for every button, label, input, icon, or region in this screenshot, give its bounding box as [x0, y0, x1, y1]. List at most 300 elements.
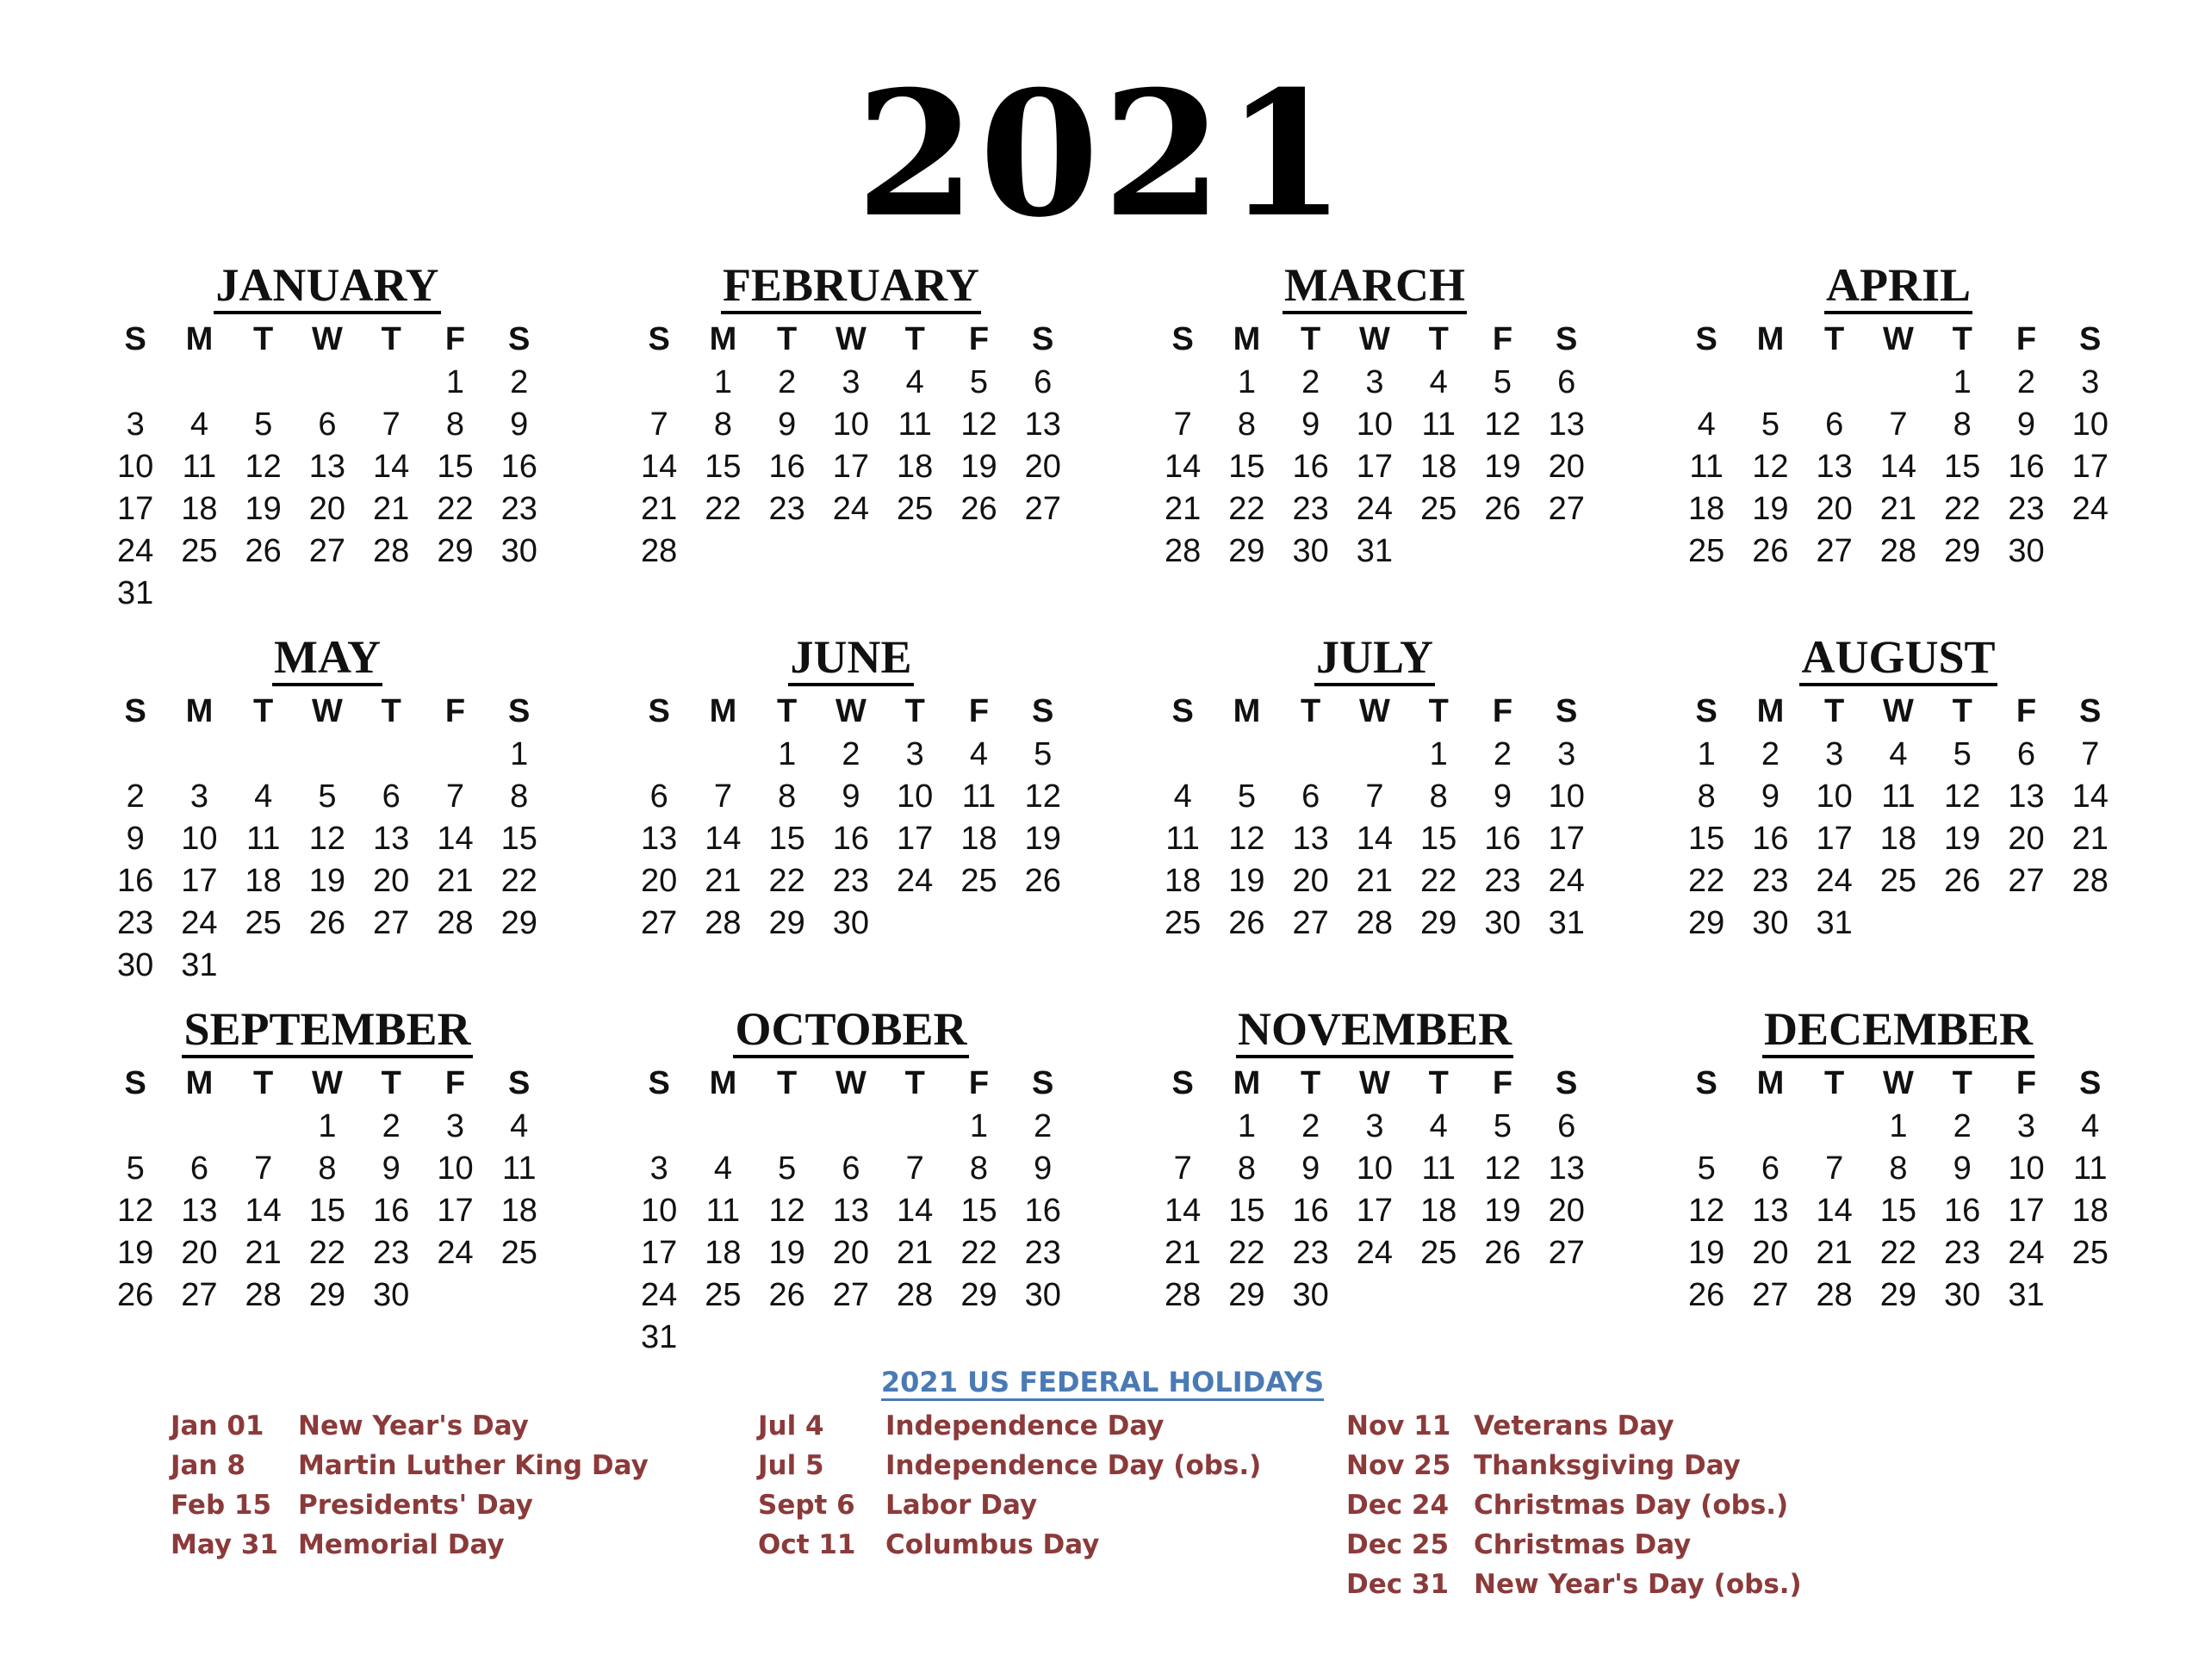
weekday-label: S	[1556, 1065, 1578, 1101]
day-cell: 25	[1164, 905, 1202, 941]
day-cell: 28	[2071, 863, 2109, 899]
day-cell: 23	[2008, 491, 2045, 527]
day-cell: 14	[640, 449, 678, 485]
holiday-name: Columbus Day	[885, 1529, 1100, 1560]
weekday-label: S	[1556, 321, 1578, 357]
day-cell	[423, 945, 487, 987]
holiday-date: Jul 5	[758, 1450, 824, 1481]
day-cell: 2	[1301, 1108, 1320, 1144]
week-row	[1151, 488, 1599, 530]
day-cell: 13	[1024, 406, 1061, 443]
day-cell: 4	[2081, 1108, 2100, 1144]
day-cell: 14	[1164, 1193, 1202, 1229]
day-cell: 1	[1697, 736, 1716, 772]
week-row	[103, 776, 551, 818]
day-cell: 14	[1879, 449, 1917, 485]
month-january	[103, 258, 551, 615]
day-cell: 12	[1944, 778, 1981, 815]
week-row	[627, 362, 1075, 404]
day-cell: 31	[1548, 905, 1585, 941]
day-cell: 13	[181, 1193, 218, 1229]
day-cell	[819, 530, 883, 573]
holiday-row	[1346, 1525, 1802, 1565]
day-cell: 26	[960, 491, 997, 527]
day-cell: 18	[1879, 821, 1917, 857]
day-cell	[1674, 1106, 1738, 1148]
day-cell: 21	[1879, 491, 1917, 527]
day-cell: 31	[640, 1319, 678, 1355]
day-cell: 25	[960, 863, 997, 899]
day-cell: 3	[1557, 736, 1576, 772]
day-cell: 24	[1548, 863, 1585, 899]
day-cell: 5	[1953, 736, 1972, 772]
week-row	[103, 446, 551, 488]
day-cell: 1	[1953, 364, 1972, 400]
weekday-label: T	[253, 321, 274, 357]
day-cell: 2	[126, 778, 145, 815]
day-cell: 1	[778, 736, 797, 772]
weekday-label: M	[185, 693, 214, 729]
day-cell	[1151, 362, 1214, 404]
holiday-date: Sept 6	[758, 1490, 855, 1521]
week-row	[1151, 1190, 1599, 1232]
day-cell: 9	[1301, 406, 1320, 443]
day-cell: 30	[832, 905, 870, 941]
month-march	[1151, 258, 1599, 573]
day-cell: 30	[500, 533, 537, 569]
day-cell: 31	[2008, 1277, 2045, 1313]
day-cell: 13	[1548, 406, 1585, 443]
week-row	[1151, 860, 1599, 902]
day-cell: 7	[382, 406, 401, 443]
day-cell	[1803, 1106, 1866, 1148]
weekday-label: S	[2079, 321, 2102, 357]
day-cell: 4	[1889, 736, 1908, 772]
day-cell: 17	[181, 863, 218, 899]
holiday-row	[758, 1525, 1261, 1565]
day-cell	[883, 1317, 947, 1359]
weekday-label: S	[648, 321, 670, 357]
week-row	[1674, 446, 2122, 488]
day-cell: 11	[1421, 1150, 1456, 1187]
day-cell: 19	[308, 863, 346, 899]
weekday-label: F	[968, 1065, 990, 1101]
day-cell	[1535, 1274, 1599, 1317]
day-cell	[1011, 902, 1075, 945]
day-cell: 26	[1484, 491, 1521, 527]
weekday-label: S	[1695, 1065, 1717, 1101]
day-cell: 4	[254, 778, 273, 815]
day-cell: 11	[1165, 821, 1200, 857]
day-cell: 28	[1816, 1277, 1853, 1313]
weekday-label: S	[648, 693, 670, 729]
day-cell: 28	[245, 1277, 282, 1313]
day-cell: 12	[960, 406, 997, 443]
weekday-label: T	[1301, 1065, 1321, 1101]
day-cell: 9	[842, 778, 860, 815]
day-cell: 12	[1024, 778, 1061, 815]
day-cell: 27	[181, 1277, 218, 1313]
day-cell: 10	[1356, 406, 1394, 443]
holiday-name: Independence Day (obs.)	[885, 1450, 1262, 1481]
day-cell: 20	[1548, 449, 1585, 485]
day-cell: 23	[1944, 1235, 1981, 1271]
day-cell: 24	[116, 533, 154, 569]
day-cell: 10	[832, 406, 870, 443]
day-cell: 23	[832, 863, 870, 899]
day-cell: 3	[1365, 364, 1384, 400]
day-cell: 30	[2008, 533, 2045, 569]
weekday-label: T	[1824, 693, 1845, 729]
weekday-label: W	[835, 321, 866, 357]
holiday-row	[758, 1485, 1261, 1525]
day-cell: 7	[2081, 736, 2100, 772]
day-cell: 27	[832, 1277, 870, 1313]
weekday-label: S	[124, 693, 146, 729]
day-cell: 3	[445, 1108, 465, 1144]
day-cell: 29	[1228, 1277, 1265, 1313]
week-row	[1674, 1274, 2122, 1317]
day-cell: 28	[373, 533, 410, 569]
day-cell: 8	[318, 1150, 337, 1187]
holiday-row	[1346, 1485, 1802, 1525]
holidays-heading-text: 2021 US FEDERAL HOLIDAYS	[881, 1366, 1324, 1401]
day-cell: 16	[1292, 1193, 1329, 1229]
weekday-label: W	[1882, 321, 1914, 357]
year-title: 2021	[855, 53, 1350, 256]
day-cell: 8	[1237, 1150, 1256, 1187]
day-cell	[1738, 362, 1802, 404]
day-cell: 17	[2008, 1193, 2045, 1229]
day-cell: 2	[1034, 1108, 1053, 1144]
weekday-label: W	[835, 693, 866, 729]
month-title	[1151, 630, 1599, 684]
day-cell: 16	[2008, 449, 2045, 485]
holiday-column-3	[1346, 1406, 1802, 1604]
day-cell	[691, 530, 755, 573]
weekday-label: W	[311, 693, 343, 729]
day-cell: 26	[1228, 905, 1265, 941]
day-cell	[691, 734, 755, 776]
weekday-label: T	[381, 693, 401, 729]
week-row	[1151, 530, 1599, 573]
day-cell: 28	[897, 1277, 934, 1313]
day-cell: 15	[960, 1193, 997, 1229]
weekday-label: W	[1882, 1065, 1914, 1101]
weekday-label: T	[777, 1065, 798, 1101]
weekday-label: W	[311, 1065, 343, 1101]
day-cell: 8	[445, 406, 465, 443]
day-cell: 27	[1816, 533, 1853, 569]
day-cell	[103, 362, 167, 404]
month-title	[627, 258, 1075, 312]
day-cell: 17	[832, 449, 870, 485]
day-cell: 30	[1752, 905, 1789, 941]
week-row	[1151, 446, 1599, 488]
day-cell: 28	[705, 905, 742, 941]
day-cell: 18	[2071, 1193, 2109, 1229]
month-name: FEBRUARY	[721, 259, 981, 314]
day-cell: 6	[1557, 364, 1576, 400]
weekday-label: T	[1428, 1065, 1449, 1101]
week-row	[1674, 776, 2122, 818]
holiday-name: Christmas Day (obs.)	[1474, 1490, 1789, 1521]
month-july	[1151, 630, 1599, 945]
weekday-label: T	[1824, 321, 1845, 357]
day-cell: 30	[116, 947, 154, 983]
day-cell: 17	[1816, 821, 1853, 857]
day-cell: 9	[1761, 778, 1780, 815]
day-cell	[819, 1317, 883, 1359]
holiday-name: Veterans Day	[1474, 1410, 1674, 1441]
day-cell: 21	[897, 1235, 934, 1271]
day-cell: 8	[1889, 1150, 1908, 1187]
day-cell: 24	[640, 1277, 678, 1313]
month-april	[1674, 258, 2122, 573]
day-cell	[423, 734, 487, 776]
day-cell	[627, 1106, 691, 1148]
day-cell: 29	[1879, 1277, 1917, 1313]
week-row	[103, 362, 551, 404]
day-cell: 13	[1752, 1193, 1789, 1229]
day-cell	[359, 362, 423, 404]
holiday-date: Nov 25	[1346, 1450, 1451, 1481]
week-row	[1674, 902, 2122, 945]
weekday-label: F	[2016, 321, 2037, 357]
day-cell	[167, 362, 231, 404]
day-cell: 1	[510, 736, 529, 772]
day-cell: 18	[960, 821, 997, 857]
holiday-date: Dec 31	[1346, 1569, 1450, 1600]
day-cell: 12	[1228, 821, 1265, 857]
day-cell: 2	[778, 364, 797, 400]
holiday-name: Labor Day	[885, 1490, 1038, 1521]
day-cell: 15	[768, 821, 805, 857]
day-cell: 5	[1237, 778, 1256, 815]
week-row	[103, 1274, 551, 1317]
day-cell: 21	[437, 863, 474, 899]
weekday-label: S	[124, 1065, 146, 1101]
day-cell	[883, 902, 947, 945]
week-row	[1674, 860, 2122, 902]
day-cell	[947, 530, 1010, 573]
day-cell: 9	[1493, 778, 1512, 815]
day-cell: 28	[1164, 1277, 1202, 1313]
day-cell: 1	[445, 364, 465, 400]
day-cell	[2059, 1274, 2122, 1317]
day-cell	[488, 945, 551, 987]
week-row	[1674, 734, 2122, 776]
weekday-label: S	[1032, 693, 1054, 729]
day-cell: 29	[768, 905, 805, 941]
weekday-label: T	[1428, 693, 1449, 729]
day-cell: 23	[500, 491, 537, 527]
day-cell: 17	[1356, 1193, 1394, 1229]
day-cell: 15	[705, 449, 742, 485]
day-cell: 24	[181, 905, 218, 941]
day-cell: 6	[189, 1150, 208, 1187]
day-cell: 19	[245, 491, 282, 527]
day-cell	[1470, 1274, 1534, 1317]
day-cell	[232, 734, 295, 776]
day-cell: 21	[373, 491, 410, 527]
day-cell: 29	[1420, 905, 1457, 941]
day-cell: 4	[1429, 1108, 1448, 1144]
week-row	[627, 776, 1075, 818]
day-cell: 20	[308, 491, 346, 527]
day-cell: 5	[969, 364, 989, 400]
day-cell	[1674, 362, 1738, 404]
day-cell: 5	[254, 406, 273, 443]
holiday-row	[758, 1406, 1261, 1446]
day-cell: 6	[1301, 778, 1320, 815]
day-cell: 4	[189, 406, 208, 443]
weekday-header-row	[1674, 317, 2122, 362]
month-name: JANUARY	[214, 259, 440, 314]
day-cell	[1866, 902, 1930, 945]
weekday-label: F	[1492, 693, 1513, 729]
months-grid	[103, 258, 2119, 1355]
day-cell: 25	[2071, 1235, 2109, 1271]
weekday-label: M	[185, 1065, 214, 1101]
weekday-label: S	[508, 1065, 531, 1101]
day-cell: 28	[1879, 533, 1917, 569]
weekday-header-row	[103, 317, 551, 362]
week-row	[1151, 818, 1599, 860]
day-cell: 1	[1237, 364, 1256, 400]
day-cell	[1994, 902, 2058, 945]
weekday-label: M	[709, 693, 737, 729]
month-title	[627, 630, 1075, 684]
day-cell	[232, 362, 295, 404]
month-june	[627, 630, 1075, 945]
day-cell: 29	[1228, 533, 1265, 569]
month-title	[103, 258, 551, 312]
weekday-label: F	[444, 693, 466, 729]
day-cell: 27	[1752, 1277, 1789, 1313]
day-cell: 22	[768, 863, 805, 899]
weekday-label: F	[1492, 321, 1513, 357]
day-cell	[1011, 1317, 1075, 1359]
day-cell: 2	[382, 1108, 401, 1144]
day-cell: 17	[2071, 449, 2109, 485]
day-cell	[488, 573, 551, 615]
weekday-header-row	[103, 1061, 551, 1106]
day-cell: 10	[437, 1150, 474, 1187]
day-cell: 18	[500, 1193, 537, 1229]
day-cell: 31	[1816, 905, 1853, 941]
day-cell: 8	[778, 778, 797, 815]
day-cell: 12	[1484, 406, 1521, 443]
week-row	[627, 1190, 1075, 1232]
day-cell: 26	[1944, 863, 1981, 899]
day-cell: 14	[437, 821, 474, 857]
day-cell	[2059, 902, 2122, 945]
month-name: DECEMBER	[1762, 1003, 2034, 1058]
day-cell: 3	[126, 406, 145, 443]
day-cell: 16	[1944, 1193, 1981, 1229]
month-title	[1674, 1002, 2122, 1056]
weekday-header-row	[1674, 689, 2122, 734]
day-cell: 22	[1687, 863, 1725, 899]
weekday-label: F	[2016, 1065, 2037, 1101]
week-row	[1151, 362, 1599, 404]
weekday-label: F	[444, 1065, 466, 1101]
weekday-label: S	[2079, 693, 2102, 729]
day-cell: 19	[1687, 1235, 1725, 1271]
day-cell: 24	[832, 491, 870, 527]
weekday-label: F	[2016, 693, 2037, 729]
day-cell: 12	[1484, 1150, 1521, 1187]
day-cell: 7	[445, 778, 465, 815]
day-cell	[488, 1274, 551, 1317]
day-cell	[295, 945, 359, 987]
holiday-row	[1346, 1406, 1802, 1446]
day-cell: 17	[1356, 449, 1394, 485]
day-cell: 25	[705, 1277, 742, 1313]
day-cell: 5	[1761, 406, 1780, 443]
holiday-column-2	[758, 1406, 1261, 1565]
day-cell: 10	[2008, 1150, 2045, 1187]
day-cell: 31	[181, 947, 218, 983]
day-cell: 1	[318, 1108, 337, 1144]
day-cell: 20	[181, 1235, 218, 1271]
weekday-header-row	[1151, 1061, 1599, 1106]
day-cell	[691, 1317, 755, 1359]
day-cell: 23	[768, 491, 805, 527]
day-cell: 29	[1687, 905, 1725, 941]
day-cell: 19	[1484, 449, 1521, 485]
day-cell: 17	[1548, 821, 1585, 857]
week-row	[1151, 1106, 1599, 1148]
day-cell: 11	[898, 406, 932, 443]
weekday-label: S	[1695, 693, 1717, 729]
day-cell: 6	[2016, 736, 2036, 772]
week-row	[1151, 902, 1599, 945]
day-cell: 4	[905, 364, 924, 400]
week-row	[1674, 362, 2122, 404]
weekday-label: T	[1301, 693, 1321, 729]
month-september	[103, 1002, 551, 1317]
day-cell: 8	[969, 1150, 989, 1187]
week-row	[1674, 404, 2122, 446]
day-cell: 22	[1420, 863, 1457, 899]
day-cell: 20	[1816, 491, 1853, 527]
weekday-label: T	[1952, 693, 1972, 729]
day-cell: 24	[1816, 863, 1853, 899]
day-cell: 3	[2081, 364, 2100, 400]
day-cell: 9	[126, 821, 145, 857]
day-cell: 24	[2071, 491, 2109, 527]
day-cell: 6	[1034, 364, 1053, 400]
day-cell: 1	[969, 1108, 989, 1144]
day-cell	[232, 1106, 295, 1148]
day-cell: 21	[705, 863, 742, 899]
month-name: JUNE	[788, 631, 913, 686]
weekday-header-row	[1674, 1061, 2122, 1106]
week-row	[103, 945, 551, 987]
day-cell: 6	[1557, 1108, 1576, 1144]
day-cell: 2	[1953, 1108, 1972, 1144]
month-october	[627, 1002, 1075, 1359]
day-cell: 22	[705, 491, 742, 527]
day-cell: 11	[502, 1150, 537, 1187]
day-cell: 4	[510, 1108, 529, 1144]
weekday-label: M	[1233, 1065, 1261, 1101]
holiday-column-1	[171, 1406, 649, 1565]
day-cell: 29	[960, 1277, 997, 1313]
day-cell: 10	[116, 449, 154, 485]
